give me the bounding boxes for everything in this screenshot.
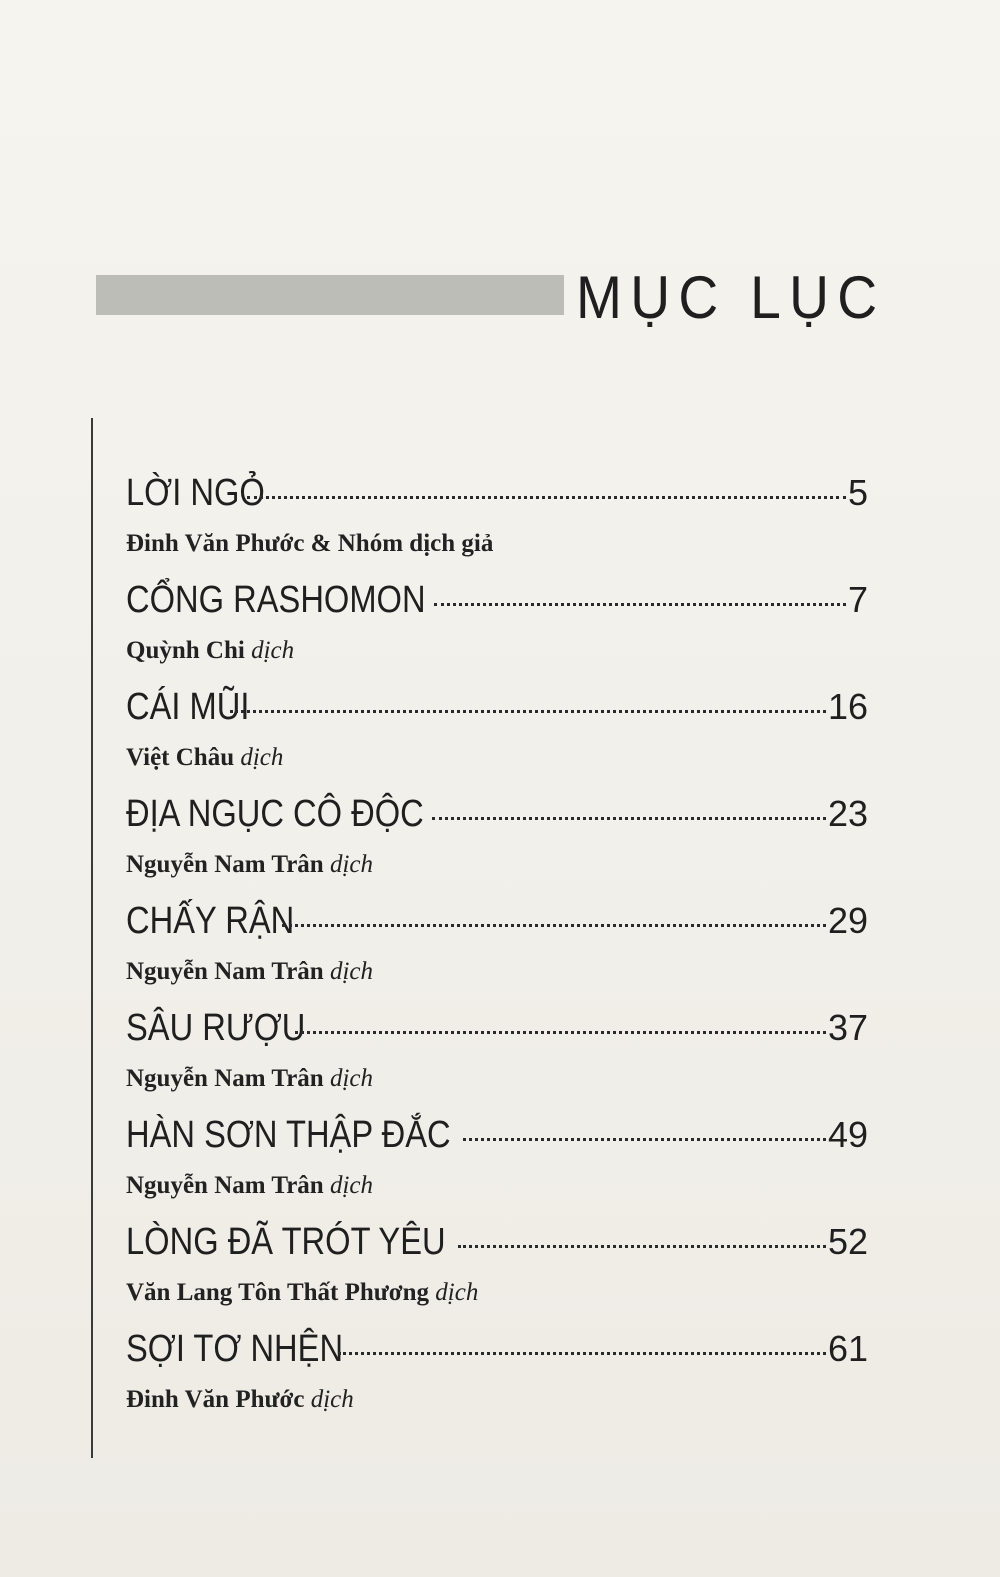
toc-entry-line [126,1221,868,1277]
toc-credit [126,530,868,558]
toc-credit [126,1065,868,1093]
toc-credit-name: Nguyễn Nam Trân [126,958,324,985]
toc-credit [126,1279,868,1307]
toc-entry-title: CHẤY RẬN [126,900,295,942]
toc-entry [126,686,868,793]
table-of-contents [126,472,868,1435]
toc-page-number: 61 [827,1328,868,1369]
toc-entry [126,1114,868,1221]
toc-credit-role: dịch [435,1279,479,1306]
toc-entry [126,1221,868,1328]
toc-credit [126,637,868,665]
left-rule [91,418,93,1458]
toc-leader-dots [230,710,826,713]
toc-entry [126,1007,868,1114]
page-title: MỤC LỤC [576,264,886,331]
toc-credit-name: Quỳnh Chi [126,637,245,664]
toc-leader-dots [338,1352,826,1355]
toc-leader-dots [434,603,846,606]
toc-credit-name: Văn Lang Tôn Thất Phương [126,1279,430,1306]
toc-credit [126,744,868,772]
toc-leader-dots [463,1138,825,1141]
toc-entry-line [126,579,868,635]
toc-leader-dots [295,1031,826,1034]
toc-credit-role: dịch [240,744,284,771]
toc-credit-role: dịch [310,1386,354,1413]
toc-entry-title: ĐỊA NGỤC CÔ ĐỘC [126,793,424,835]
toc-entry-title: LỜI NGỎ [126,472,265,514]
toc-entry-line [126,1007,868,1063]
toc-credit-name: Nguyễn Nam Trân [126,1172,324,1199]
toc-page-number: 7 [847,579,868,620]
toc-credit-role: dịch [251,637,295,664]
toc-credit-name: Đinh Văn Phước & Nhóm dịch giả [126,530,494,557]
toc-entry-title: SÂU RƯỢU [126,1007,306,1049]
toc-page-number: 5 [847,472,868,513]
toc-page-number: 37 [827,1007,868,1048]
toc-credit-name: Việt Châu [126,744,235,771]
toc-entry [126,472,868,579]
toc-entry-line [126,793,868,849]
toc-credit [126,1386,868,1414]
toc-credit-role: dịch [329,1065,374,1092]
toc-credit [126,851,868,879]
toc-entry-title: CÁI MŨI [126,686,250,728]
toc-credit-role: dịch [329,958,374,985]
toc-leader-dots [247,496,846,499]
toc-entry [126,1328,868,1435]
toc-leader-dots [282,924,826,927]
toc-entry-title: CỔNG RASHOMON [126,579,426,621]
toc-page-number: 23 [827,793,868,834]
toc-entry [126,793,868,900]
toc-entry [126,579,868,686]
header-decorative-bar [96,275,564,315]
toc-entry-line [126,472,868,528]
toc-credit [126,958,868,986]
toc-leader-dots [432,817,826,820]
toc-page-number: 29 [827,900,868,941]
toc-credit-role: dịch [329,1172,374,1199]
toc-credit [126,1172,868,1200]
toc-leader-dots [458,1245,826,1248]
toc-credit-name: Nguyễn Nam Trân [126,851,324,878]
toc-page-number: 49 [827,1114,868,1155]
toc-entry-line [126,1328,868,1384]
toc-entry-title: LÒNG ĐÃ TRÓT YÊU [126,1221,446,1263]
toc-entry-line [126,900,868,956]
toc-credit-name: Nguyễn Nam Trân [126,1065,324,1092]
toc-entry-line [126,686,868,742]
toc-entry-title: SỢI TƠ NHỆN [126,1328,344,1370]
toc-entry-title: HÀN SƠN THẬP ĐẮC [126,1114,451,1156]
toc-page-number: 52 [827,1221,868,1262]
toc-credit-role: dịch [329,851,374,878]
toc-page-number: 16 [827,686,868,727]
toc-entry [126,900,868,1007]
toc-credit-name: Đinh Văn Phước [126,1386,305,1413]
toc-entry-line [126,1114,868,1170]
